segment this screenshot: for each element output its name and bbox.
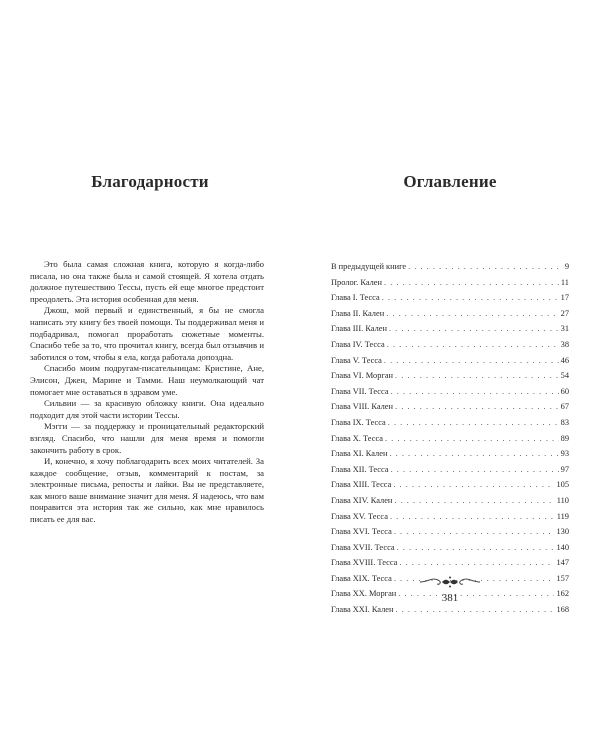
toc-leader-dots xyxy=(389,449,558,458)
toc-entry xyxy=(331,558,569,574)
toc-leader-dots xyxy=(388,418,559,427)
toc-entry-page: 9 xyxy=(564,262,569,271)
toc-entry-page: 97 xyxy=(560,464,569,474)
contents-title: Оглавление xyxy=(403,172,497,191)
toc-entry-page: 157 xyxy=(556,573,569,583)
toc-entry xyxy=(331,480,569,496)
toc-entry xyxy=(331,324,569,340)
toc-leader-dots xyxy=(395,371,559,380)
acknowledgements-text xyxy=(30,259,264,526)
toc-entry xyxy=(331,465,569,481)
toc-entry xyxy=(331,371,569,387)
toc-entry xyxy=(331,387,569,403)
toc-entry-page: 38 xyxy=(560,339,569,349)
toc-leader-dots xyxy=(385,434,559,443)
toc-entry-title: Глава VII. Тесса xyxy=(331,386,389,396)
toc-leader-dots xyxy=(399,558,554,567)
toc-entry-page: 110 xyxy=(556,495,569,505)
toc-entry xyxy=(331,293,569,309)
toc-entry-page: 147 xyxy=(556,558,569,568)
toc-entry-title: Глава VIII. Кален xyxy=(331,402,394,412)
toc-entry-page: 54 xyxy=(560,371,569,381)
toc-leader-dots xyxy=(384,356,559,365)
toc-entry xyxy=(331,512,569,528)
toc-entry-title: Глава XX. Морган xyxy=(331,589,397,599)
table-of-contents xyxy=(331,262,569,621)
toc-entry xyxy=(331,309,569,325)
toc-entry-title: Глава XIV. Кален xyxy=(331,495,393,505)
toc-entry-title: Глава V. Тесса xyxy=(331,355,382,365)
toc-entry xyxy=(331,434,569,450)
toc-entry xyxy=(331,356,569,372)
toc-leader-dots xyxy=(391,387,559,396)
toc-leader-dots xyxy=(384,278,559,287)
toc-entry-page: 89 xyxy=(560,433,569,443)
toc-leader-dots xyxy=(408,262,563,271)
toc-entry-page: 130 xyxy=(556,527,569,537)
toc-entry-title: Глава XXI. Кален xyxy=(331,605,394,615)
toc-entry-title: Глава III. Кален xyxy=(331,324,387,334)
toc-entry xyxy=(331,402,569,418)
page-number: 381 xyxy=(441,592,459,604)
toc-leader-dots xyxy=(393,480,554,489)
toc-entry-title: Пролог. Кален xyxy=(331,277,383,287)
toc-entry-page: 105 xyxy=(556,480,569,490)
toc-entry xyxy=(331,278,569,294)
toc-entry-title: Глава XIII. Тесса xyxy=(331,480,392,490)
toc-leader-dots xyxy=(386,309,558,318)
toc-leader-dots xyxy=(394,496,554,505)
toc-entry-page: 162 xyxy=(556,589,569,599)
toc-entry xyxy=(331,496,569,512)
toc-leader-dots xyxy=(391,465,559,474)
toc-entry xyxy=(331,449,569,465)
toc-entry-title: Глава VI. Морган xyxy=(331,371,394,381)
toc-entry-page: 83 xyxy=(560,417,569,427)
toc-entry xyxy=(331,418,569,434)
toc-entry-page: 67 xyxy=(560,402,569,412)
ack-paragraph: Сильвии — за красивую обложку книги. Она идеально подходит для этой части истории Тессы. xyxy=(30,398,264,420)
toc-leader-dots xyxy=(387,340,559,349)
toc-entry-title: Глава XVII. Тесса xyxy=(331,542,395,552)
toc-entry-title: Глава XV. Тесса xyxy=(331,511,388,521)
toc-entry xyxy=(331,262,569,278)
toc-leader-dots xyxy=(382,293,559,302)
ack-paragraph: Спасибо моим подругам-писательницам: Кристине, Ане, Элисон, Джен, Марине и Тамми. Наш неумолкающий чат помогает мне оставаться в здравом уме. xyxy=(30,363,264,397)
toc-entry-page: 46 xyxy=(560,355,569,365)
toc-leader-dots xyxy=(389,324,559,333)
toc-entry-page: 93 xyxy=(560,449,569,459)
toc-leader-dots xyxy=(394,527,555,536)
toc-entry xyxy=(331,340,569,356)
toc-entry xyxy=(331,527,569,543)
ack-paragraph: Джош, мой первый и единственный, я бы не смогла написать эту книгу без твоей помощи. Ты поддерживал меня и подбадривал, помогал проработать сюжетные моменты. Спасибо тебе за то, что прочитал книгу, всегда был отзывчив и заботился о том, чтобы я ела, когда работала допоздна. xyxy=(30,305,264,362)
toc-entry-title: Глава I. Тесса xyxy=(331,293,380,303)
toc-entry-page: 27 xyxy=(560,308,569,318)
toc-entry-page: 140 xyxy=(556,542,569,552)
toc-entry-title: Глава IV. Тесса xyxy=(331,339,385,349)
ack-paragraph: Это была самая сложная книга, которую я когда-либо писала, но она также была и самой стоящей. Я хотела отдать должное путешествию Тессы, пусть ей еще многое предстоит преодолеть. Эта история особенная для меня. xyxy=(30,259,264,304)
acknowledgements-title: Благодарности xyxy=(91,172,209,191)
toc-entry-title: Глава XVIII. Тесса xyxy=(331,558,398,568)
toc-entry-page: 31 xyxy=(560,324,569,334)
toc-entry-page: 17 xyxy=(560,293,569,303)
toc-entry xyxy=(331,605,569,621)
toc-entry-title: Глава XII. Тесса xyxy=(331,464,389,474)
right-page xyxy=(300,0,600,750)
toc-leader-dots xyxy=(397,543,555,552)
ack-paragraph: Мэгги — за поддержку и проницательный редакторский взгляд. Спасибо, что нашли для меня время и помогли закончить работу в срок. xyxy=(30,421,264,455)
toc-entry-title: Глава X. Тесса xyxy=(331,433,383,443)
toc-entry-title: Глава IX. Тесса xyxy=(331,417,386,427)
toc-entry xyxy=(331,543,569,559)
toc-leader-dots xyxy=(395,605,554,614)
toc-entry-page: 60 xyxy=(560,386,569,396)
ack-paragraph: И, конечно, я хочу поблагодарить всех моих читателей. За каждое сообщение, отзыв, комментарий к постам, за электронные письма, репосты и лайки. Вы не представляете, как много ваше внимание значит для меня. Я надеюсь, что вам понравится эта история так же сильно, как мне нравилось писать ее для вас. xyxy=(30,456,264,525)
toc-entry-title: Глава XIX. Тесса xyxy=(331,573,392,583)
toc-entry-page: 11 xyxy=(560,277,569,287)
toc-leader-dots xyxy=(395,402,559,411)
toc-entry-page: 168 xyxy=(556,605,569,615)
toc-entry-title: Глава XVI. Тесса xyxy=(331,527,392,537)
toc-entry-title: В предыдущей книге xyxy=(331,262,407,271)
toc-entry-page: 119 xyxy=(556,511,569,521)
toc-entry-title: Глава XI. Кален xyxy=(331,449,388,459)
toc-leader-dots xyxy=(390,512,555,521)
toc-entry-title: Глава II. Кален xyxy=(331,308,385,318)
